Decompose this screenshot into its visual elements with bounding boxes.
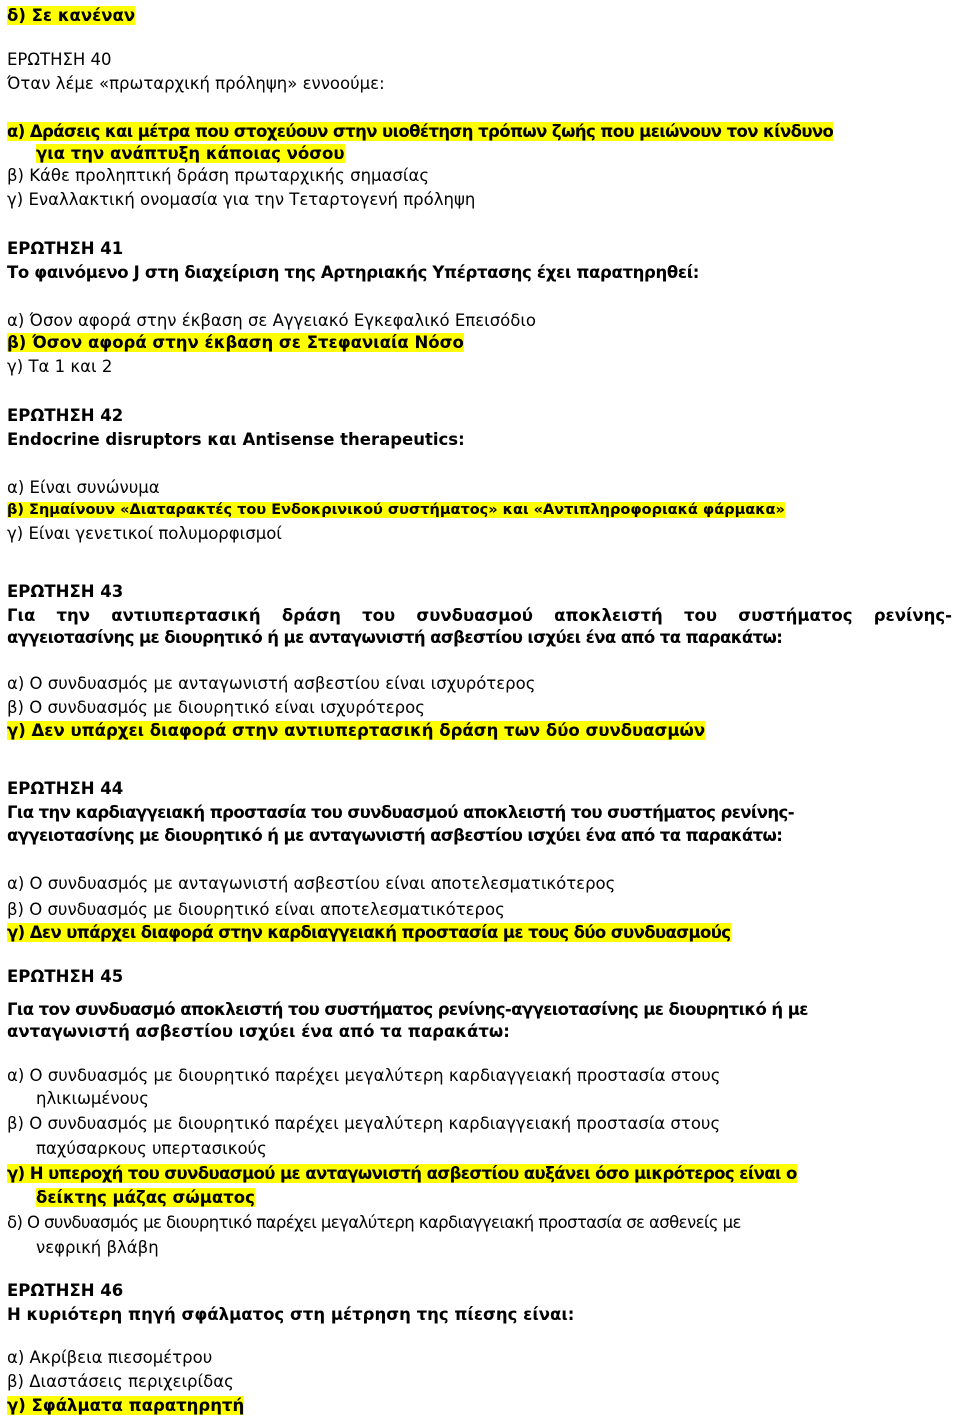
question-46-text: Η κυριότερη πηγή σφάλματος στη μέτρηση της πίεσης είναι:	[7, 1305, 575, 1324]
correct-answer-highlight: α) Δράσεις και μέτρα που στοχεύουν στην υιοθέτηση τρόπων ζωής που μειώνουν τον κίνδυνο	[7, 122, 834, 141]
question-43-answer-c	[7, 720, 705, 742]
question-45-answer-c-cont	[36, 1187, 255, 1209]
question-41-heading: ΕΡΩΤΗΣΗ 41	[7, 239, 124, 258]
question-45-answer-a-cont: ηλικιωμένους	[36, 1089, 149, 1108]
question-40-answer-c: γ) Εναλλακτική ονομασία για την Τεταρτογενή πρόληψη	[7, 190, 476, 209]
question-46-answer-a: α) Ακρίβεια πιεσομέτρου	[7, 1348, 213, 1367]
question-46-answer-b: β) Διαστάσεις περιχειρίδας	[7, 1372, 234, 1391]
previous-answer-d	[7, 5, 135, 27]
question-41-answer-b	[7, 332, 464, 354]
question-45-heading: ΕΡΩΤΗΣΗ 45	[7, 967, 124, 986]
correct-answer-highlight: δείκτης μάζας σώματος	[36, 1188, 255, 1207]
correct-answer-highlight: γ) Δεν υπάρχει διαφορά στην καρδιαγγειακή προστασία με τους δύο συνδυασμούς	[7, 923, 731, 942]
correct-answer-highlight: δ) Σε κανέναν	[7, 6, 136, 25]
question-40-answer-a-cont	[36, 143, 345, 165]
question-44-text-line2: αγγειοτασίνης με διουρητικό ή με ανταγωνιστή ασβεστίου ισχύει ένα από τα παρακάτω:	[7, 826, 783, 845]
question-45-answer-a: α) Ο συνδυασμός με διουρητικό παρέχει μεγαλύτερη καρδιαγγειακή προστασία στους	[7, 1066, 721, 1085]
question-41-answer-a: α) Όσον αφορά στην έκβαση σε Αγγειακό Εγκεφαλικό Επεισόδιο	[7, 311, 537, 330]
question-40-text: Όταν λέμε «πρωταρχική πρόληψη» εννοούμε:	[7, 74, 385, 93]
question-42-text: Endocrine disruptors και Antisense therapeutics:	[7, 430, 465, 449]
question-42-answer-a: α) Είναι συνώνυμα	[7, 478, 160, 497]
question-44-answer-c	[7, 922, 731, 944]
question-43-text-line2: αγγειοτασίνης με διουρητικό ή με ανταγωνιστή ασβεστίου ισχύει ένα από τα παρακάτω:	[7, 628, 783, 647]
question-42-answer-c: γ) Είναι γενετικοί πολυμορφισμοί	[7, 524, 282, 543]
question-45-text-line2: ανταγωνιστή ασβεστίου ισχύει ένα από τα παρακάτω:	[7, 1022, 510, 1041]
question-40-answer-a	[7, 121, 833, 143]
question-45-answer-d: δ) Ο συνδυασμός με διουρητικό παρέχει μεγαλύτερη καρδιαγγειακή προστασία σε ασθενείς με	[7, 1213, 741, 1232]
question-40-heading: ΕΡΩΤΗΣΗ 40	[7, 50, 112, 69]
question-40-answer-b: β) Κάθε προληπτική δράση πρωταρχικής σημασίας	[7, 166, 429, 185]
question-45-answer-c	[7, 1163, 797, 1185]
question-43-text-line1: Για την αντιυπερτασική δράση του συνδυασμού αποκλειστή του συστήματος ρενίνης-	[7, 606, 952, 625]
question-45-text-line1: Για τον συνδυασμό αποκλειστή του συστήματος ρενίνης-αγγειοτασίνης με διουρητικό ή με	[7, 1000, 808, 1019]
correct-answer-highlight: γ) Η υπεροχή του συνδυασμού με ανταγωνιστή ασβεστίου αυξάνει όσο μικρότερος είναι ο	[7, 1164, 797, 1183]
correct-answer-highlight: για την ανάπτυξη κάποιας νόσου	[36, 144, 345, 163]
question-45-answer-b-cont: παχύσαρκους υπερτασικούς	[36, 1139, 267, 1158]
question-46-heading: ΕΡΩΤΗΣΗ 46	[7, 1281, 124, 1300]
question-43-answer-b: β) Ο συνδυασμός με διουρητικό είναι ισχυρότερος	[7, 698, 425, 717]
question-41-text: Το φαινόμενο J στη διαχείριση της Αρτηριακής Υπέρτασης έχει παρατηρηθεί:	[7, 263, 700, 282]
question-44-text-line1: Για την καρδιαγγειακή προστασία του συνδυασμού αποκλειστή του συστήματος ρενίνης-	[7, 803, 794, 822]
correct-answer-highlight: β) Όσον αφορά στην έκβαση σε Στεφανιαία Νόσο	[7, 333, 464, 352]
question-43-heading: ΕΡΩΤΗΣΗ 43	[7, 582, 124, 601]
question-46-answer-c	[7, 1395, 244, 1417]
correct-answer-highlight: β) Σημαίνουν «Διαταρακτές του Ενδοκρινικού συστήματος» και «Αντιπληροφοριακά φάρμακα»	[7, 502, 785, 518]
question-44-answer-a: α) Ο συνδυασμός με ανταγωνιστή ασβεστίου είναι αποτελεσματικότερος	[7, 874, 616, 893]
question-42-answer-b	[7, 499, 785, 521]
question-45-answer-d-cont: νεφρική βλάβη	[36, 1238, 159, 1257]
question-41-answer-c: γ) Τα 1 και 2	[7, 357, 113, 376]
question-44-answer-b: β) Ο συνδυασμός με διουρητικό είναι αποτελεσματικότερος	[7, 900, 505, 919]
question-42-heading: ΕΡΩΤΗΣΗ 42	[7, 406, 124, 425]
question-43-answer-a: α) Ο συνδυασμός με ανταγωνιστή ασβεστίου είναι ισχυρότερος	[7, 674, 536, 693]
correct-answer-highlight: γ) Δεν υπάρχει διαφορά στην αντιυπερτασική δράση των δύο συνδυασμών	[7, 721, 706, 740]
question-44-heading: ΕΡΩΤΗΣΗ 44	[7, 779, 124, 798]
question-45-answer-b: β) Ο συνδυασμός με διουρητικό παρέχει μεγαλύτερη καρδιαγγειακή προστασία στους	[7, 1114, 721, 1133]
correct-answer-highlight: γ) Σφάλματα παρατηρητή	[7, 1396, 245, 1415]
